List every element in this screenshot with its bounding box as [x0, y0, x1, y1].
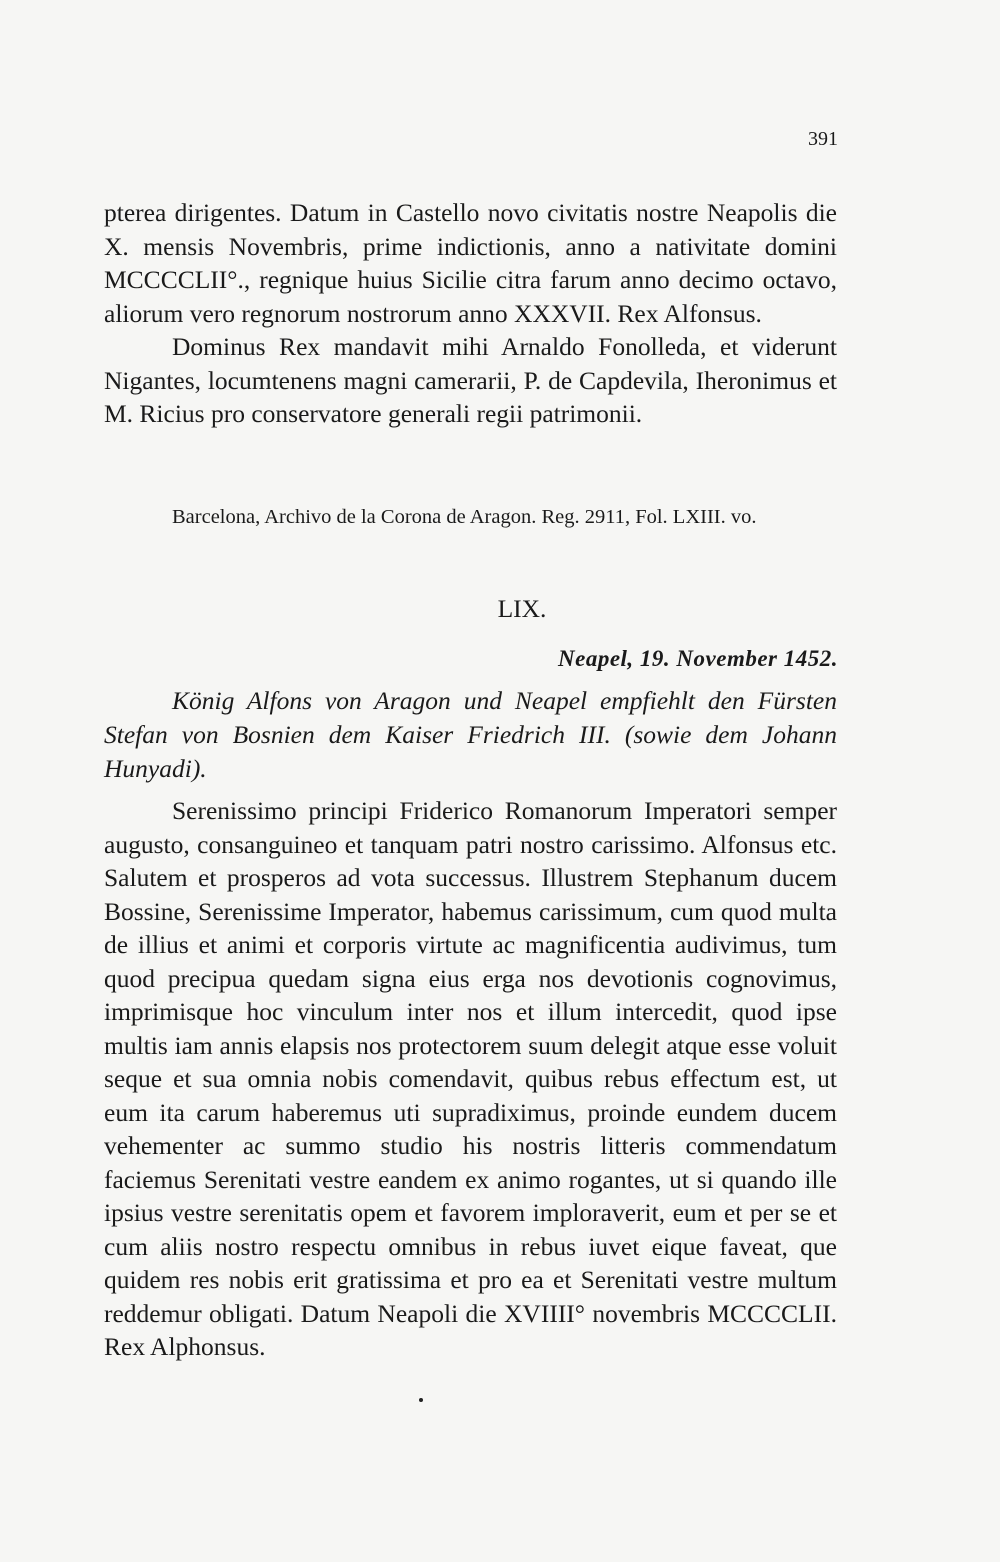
ink-dot	[419, 1398, 423, 1402]
document-number: LIX.	[497, 594, 547, 623]
document-summary: König Alfons von Aragon und Neapel empfiehlt den Fürsten Stefan von Bosnien dem Kaiser Friedrich III. (sowie dem Johann Hunyadi).	[104, 686, 837, 783]
chancery-note-paragraph: Dominus Rex mandavit mihi Arnaldo Fonolleda, et viderunt Nigantes, locumtenens magni camerarii, P. de Capdevila, Iheronimus et M. Ricius pro conservatore generali regii patrimonii.	[104, 332, 837, 428]
source-citation-block	[104, 502, 837, 533]
dating-paragraph: pterea dirigentes. Datum in Castello novo civitatis nostre Neapolis die X. mensis Novembris, prime indictionis, anno a nativitate domini MCCCCLII°., regnique huius Sicilie citra farum anno decimo octavo, aliorum vero regnorum nostrorum anno XXXVII. Rex Alfonsus.	[104, 198, 837, 328]
document-date: Neapel, 19. November 1452.	[558, 646, 838, 671]
document-body-block	[104, 794, 837, 1364]
document-summary-block	[104, 684, 837, 786]
page-number: 391	[808, 128, 838, 150]
previous-document-ending	[104, 196, 837, 431]
document-body: Serenissimo principi Friderico Romanorum Imperatori semper augusto, consanguineo et tanquam patri nostro carissimo. Alfonsus etc. Salutem et prosperos ad vota successus. Illustrem Stephanum ducem Bossine, Serenissime Imperator, habemus carissimum, cum quod multa de illius et animi et corporis virtute ac magnificentia audivimus, tum quod precipua quedam signa eius erga nos devotionis cognovimus, imprimisque hoc vinculum inter nos et illum intercedit, quod ipse multis iam annis elapsis nos protectorem suum delegit atque esse voluit seque et sua omnia nobis comendavit, quibus rebus effectum est, ut eum ita carum haberemus uti supradiximus, proinde eundem ducem vehementer ac summo studio his nostris litteris commendatum faciemus Serenitati vestre eandem ex animo rogantes, ut si quando ille ipsius vestre serenitatis opem et favorem imploraverit, eum et per se et cum aliis nostro respectu omnibus in rebus iuvet eique faveat, que quidem res nobis erit gratissima et pro ea et Serenitati vestre multum reddemur obligati. Datum Neapoli die XVIIII° novembris MCCCCLII. Rex Alphonsus.	[104, 796, 837, 1361]
source-citation: Barcelona, Archivo de la Corona de Aragon. Reg. 2911, Fol. LXIII. vo.	[172, 506, 757, 528]
